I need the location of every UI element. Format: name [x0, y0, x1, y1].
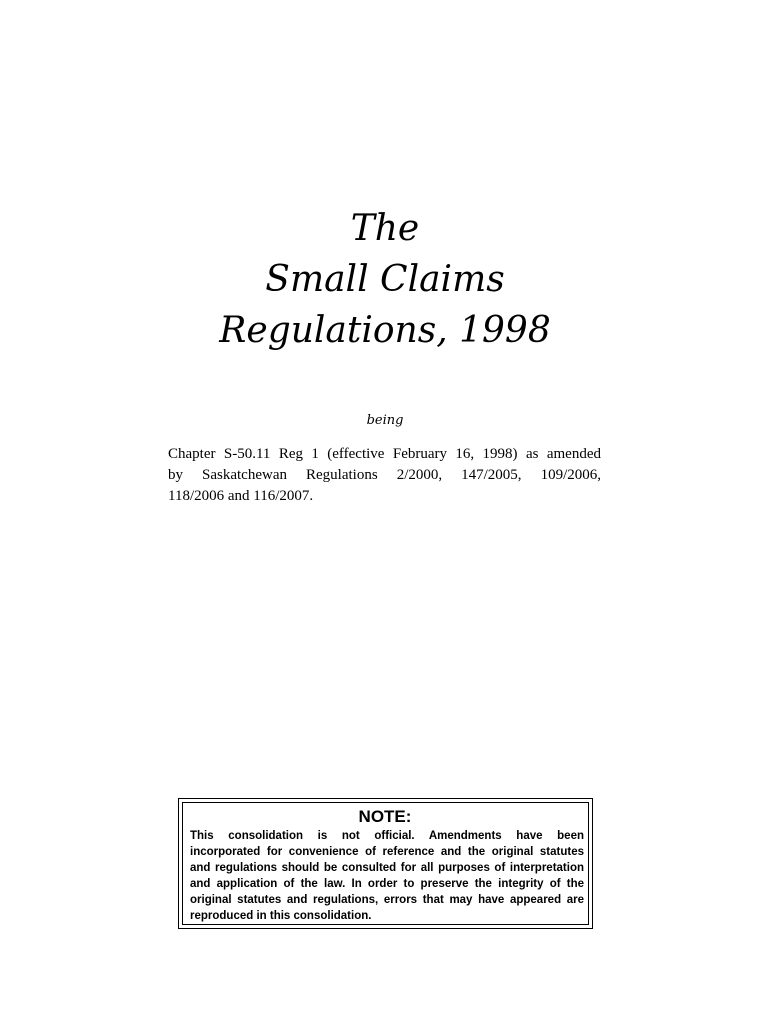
document-title — [0, 203, 770, 356]
note-line-1: This consolidation is not official. Amendments have been — [190, 830, 584, 842]
title-line-1: The — [350, 208, 420, 249]
note-line-3: and regulations should be consulted for all purposes of interpretation — [190, 862, 584, 874]
note-line-5: original statutes and regulations, errors that may have appeared are — [190, 894, 584, 906]
title-line-3: Regulations, 1998 — [219, 310, 551, 351]
note-line-6: reproduced in this consolidation. — [190, 910, 372, 922]
description-line-3: 118/2006 and 116/2007. — [168, 488, 314, 504]
description-line-2: by Saskatchewan Regulations 2/2000, 147/2005, 109/2006, — [168, 467, 601, 483]
description-line-1: Chapter S-50.11 Reg 1 (effective February 16, 1998) as amended — [168, 446, 601, 462]
being-label: being — [366, 413, 404, 428]
note-line-4: and application of the law. In order to preserve the integrity of the — [190, 878, 584, 890]
note-body — [190, 828, 584, 924]
note-line-2: incorporated for convenience of reference and the original statutes — [190, 846, 584, 858]
note-heading: NOTE: — [358, 807, 412, 826]
title-line-2: Small Claims — [265, 259, 505, 300]
regulation-description — [168, 444, 601, 507]
